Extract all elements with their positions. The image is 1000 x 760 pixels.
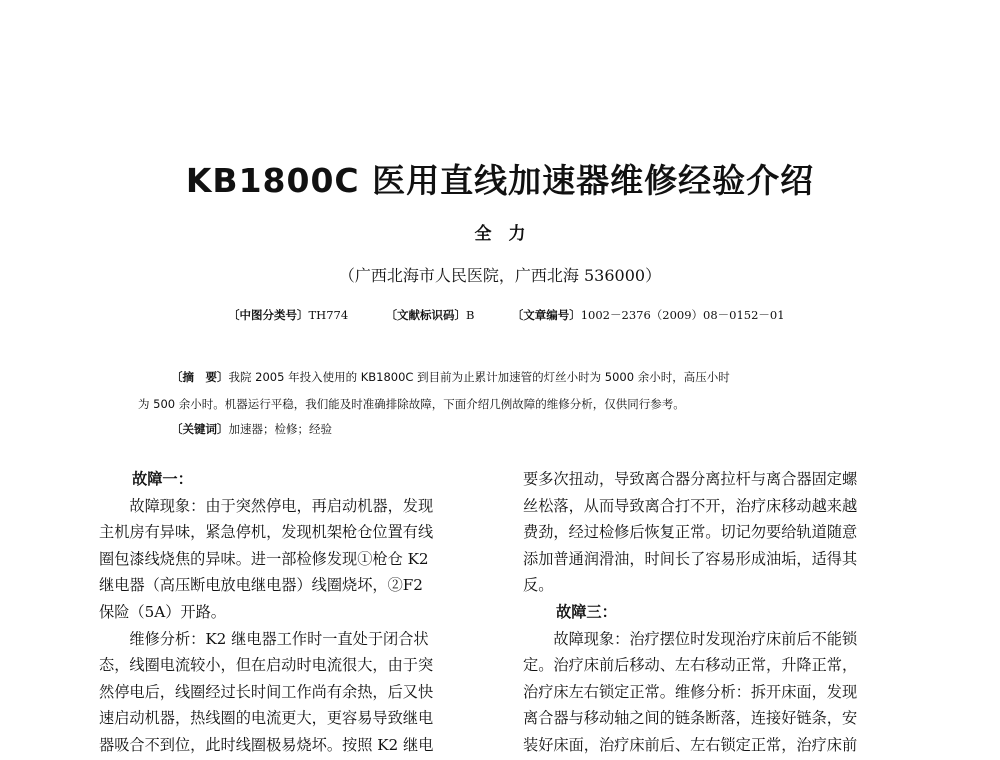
right-column: [523, 466, 909, 759]
abstract-line-2: [138, 396, 685, 412]
keywords-label: 〔关键词〕: [171, 422, 229, 436]
body-line: 速启动机器，热线圈的电流更大，更容易导致继电: [99, 709, 434, 728]
class-number-value: TH774: [308, 308, 349, 322]
body-line: 然停电后，线圈经过长时间工作尚有余热，后又快: [99, 682, 434, 701]
body-line: 主机房有异味，紧急停机，发现机架枪仓位置有线: [99, 523, 434, 542]
body-line: 丝松落，从而导致离合打不开，治疗床移动越来越: [523, 496, 858, 515]
body-line: 添加普通润滑油，时间长了容易形成油垢，适得其: [523, 549, 858, 568]
body-line: 要多次扭动，导致离合器分离拉杆与离合器固定螺: [523, 470, 858, 488]
classification-line: [228, 307, 785, 323]
doc-code-value: B: [465, 308, 475, 322]
body-line: 定。治疗床前后移动、左右移动正常，升降正常，: [523, 656, 858, 675]
body-line: 故障现象：由于突然停电，再启动机器，发现: [99, 496, 434, 515]
doc-code-label: 〔文献标识码〕: [385, 308, 466, 322]
body-line: 故障现象：治疗摆位时发现治疗床前后不能锁: [523, 629, 858, 648]
body-line: 治疗床左右锁定正常。维修分析：拆开床面，发现: [523, 682, 858, 701]
left-column: [99, 466, 485, 759]
keywords-line: [171, 421, 332, 437]
class-number-label: 〔中图分类号〕: [228, 308, 309, 322]
section-heading: 故障三：: [556, 602, 617, 621]
body-line: 态，线圈电流较小，但在启动时电流很大，由于突: [99, 656, 434, 675]
article-number-label: 〔文章编号〕: [511, 308, 581, 322]
author-name: 全 力: [474, 224, 526, 244]
body-line: 离合器与移动轴之间的链条断落，连接好链条，安: [523, 709, 858, 728]
abstract-line-1: [171, 369, 730, 385]
body-line: 反。: [523, 576, 554, 595]
keywords-text: 加速器；检修；经验: [228, 422, 332, 436]
author-affiliation: （广西北海市人民医院，广西北海 536000）: [338, 266, 662, 285]
paper-title: KB1800C 医用直线加速器维修经验介绍: [185, 161, 815, 200]
body-line: 装好床面，治疗床前后、左右锁定正常，治疗床前: [523, 735, 858, 754]
body-line: 继电器（高压断电放电继电器）线圈烧坏，②F2: [99, 576, 423, 595]
section-heading: 故障一：: [132, 470, 193, 488]
body-line: 维修分析：K2 继电器工作时一直处于闭合状: [99, 629, 429, 648]
body-line: 保险（5A）开路。: [99, 602, 226, 621]
abstract-label: 〔摘 要〕: [171, 370, 229, 384]
abstract-text-1: 我院 2005 年投入使用的 KB1800C 到目前为止累计加速管的灯丝小时为 5000 余小时，高压小时: [228, 370, 730, 384]
article-number-value: 1002－2376（2009）08－0152－01: [580, 308, 785, 322]
abstract-text-2: 为 500 余小时。机器运行平稳，我们能及时准确排除故障，下面介绍几例故障的维修分析，仅供同行参考。: [138, 397, 685, 411]
body-line: 器吸合不到位，此时线圈极易烧坏。按照 K2 继电: [99, 735, 434, 754]
body-line: 费劲，经过检修后恢复正常。切记勿要给轨道随意: [523, 523, 858, 542]
body-line: 圈包漆线烧焦的异味。进一部检修发现①枪仓 K2: [99, 549, 429, 568]
